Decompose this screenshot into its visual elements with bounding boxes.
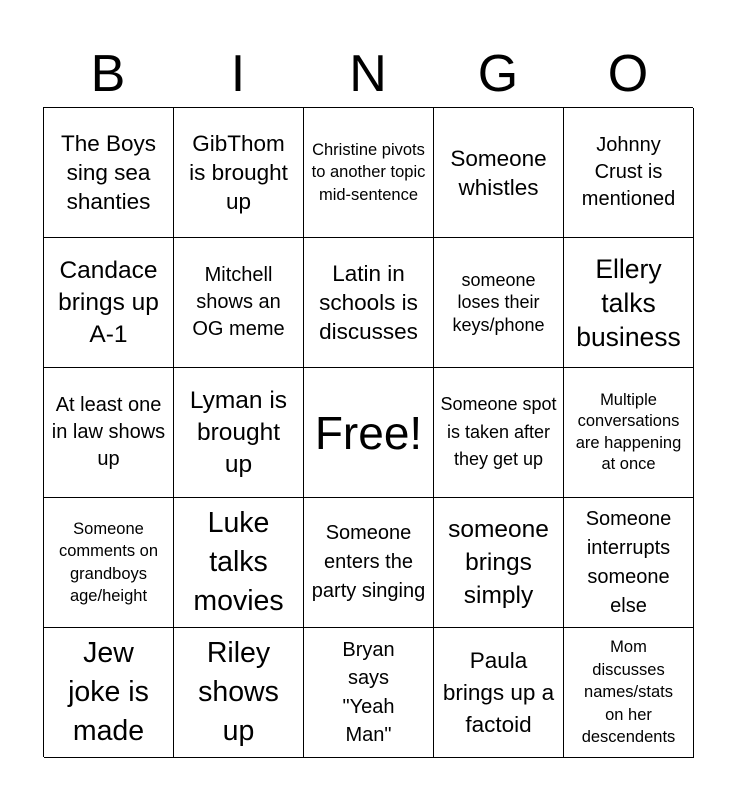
cell-text: Lyman is brought up — [189, 386, 288, 478]
bingo-cell[interactable] — [174, 498, 304, 628]
cell-text: Someone whistles — [450, 145, 547, 200]
cell-text: GibThom is brought up — [189, 131, 288, 214]
cell-text: The Boys sing sea shanties — [60, 131, 157, 214]
bingo-cell[interactable] — [434, 238, 564, 368]
bingo-cell[interactable] — [304, 108, 434, 238]
cell-text: Someone enters the party singing — [311, 522, 426, 602]
bingo-cell[interactable] — [304, 238, 434, 368]
cell-text: Riley shows up — [198, 637, 279, 747]
cell-text: Christine pivots to another topic mid-sentence — [311, 140, 426, 204]
header-letter-i: I — [230, 45, 246, 103]
bingo-cell[interactable] — [564, 108, 694, 238]
bingo-cell[interactable] — [434, 368, 564, 498]
cell-text: Someone interrupts someone else — [585, 507, 672, 617]
header-letter-b: B — [90, 45, 126, 103]
cell-text: Candace brings up A-1 — [58, 256, 159, 348]
bingo-cell[interactable] — [174, 108, 304, 238]
bingo-cell[interactable] — [174, 628, 304, 758]
cell-text: Jew joke is made — [68, 637, 149, 747]
cell-text: Free! — [314, 406, 423, 459]
header-letter-g: G — [477, 45, 519, 103]
bingo-cell[interactable] — [44, 238, 174, 368]
cell-text: Latin in schools is discusses — [319, 261, 418, 344]
cell-text: At least one in law shows up — [51, 394, 166, 470]
bingo-cell[interactable] — [174, 368, 304, 498]
cell-text: Luke talks movies — [193, 507, 284, 617]
bingo-header — [43, 40, 693, 108]
bingo-cell[interactable] — [44, 108, 174, 238]
cell-text: Someone spot is taken after they get up — [440, 394, 557, 470]
bingo-cell[interactable] — [44, 368, 174, 498]
bingo-cell[interactable] — [304, 628, 434, 758]
bingo-cell[interactable] — [304, 498, 434, 628]
cell-text: someone loses their keys/phone — [452, 269, 545, 335]
cell-text: someone brings simply — [448, 516, 549, 609]
bingo-cell[interactable] — [564, 368, 694, 498]
free-space[interactable] — [304, 368, 434, 498]
header-letter-n: N — [349, 45, 387, 103]
cell-text: Bryan says "Yeah Man" — [342, 638, 395, 746]
bingo-cell[interactable] — [44, 498, 174, 628]
bingo-cell[interactable] — [174, 238, 304, 368]
cell-text: Mitchell shows an OG meme — [192, 264, 285, 340]
cell-text: Johnny Crust is mentioned — [581, 134, 676, 210]
cell-text: Paula brings up a factoid — [442, 647, 555, 737]
bingo-cell[interactable] — [44, 628, 174, 758]
cell-text: Multiple conversations are happening at once — [575, 390, 682, 473]
bingo-cell[interactable] — [564, 238, 694, 368]
bingo-cell[interactable] — [434, 108, 564, 238]
bingo-cell[interactable] — [434, 628, 564, 758]
bingo-cell[interactable] — [564, 498, 694, 628]
cell-text: Mom discusses names/stats on her descendents — [581, 638, 676, 747]
header-letter-o: O — [607, 45, 649, 103]
bingo-cell[interactable] — [564, 628, 694, 758]
cell-text: Someone comments on grandboys age/height — [58, 519, 159, 605]
bingo-board — [43, 107, 693, 757]
cell-text: Ellery talks business — [576, 253, 681, 352]
bingo-cell[interactable] — [434, 498, 564, 628]
